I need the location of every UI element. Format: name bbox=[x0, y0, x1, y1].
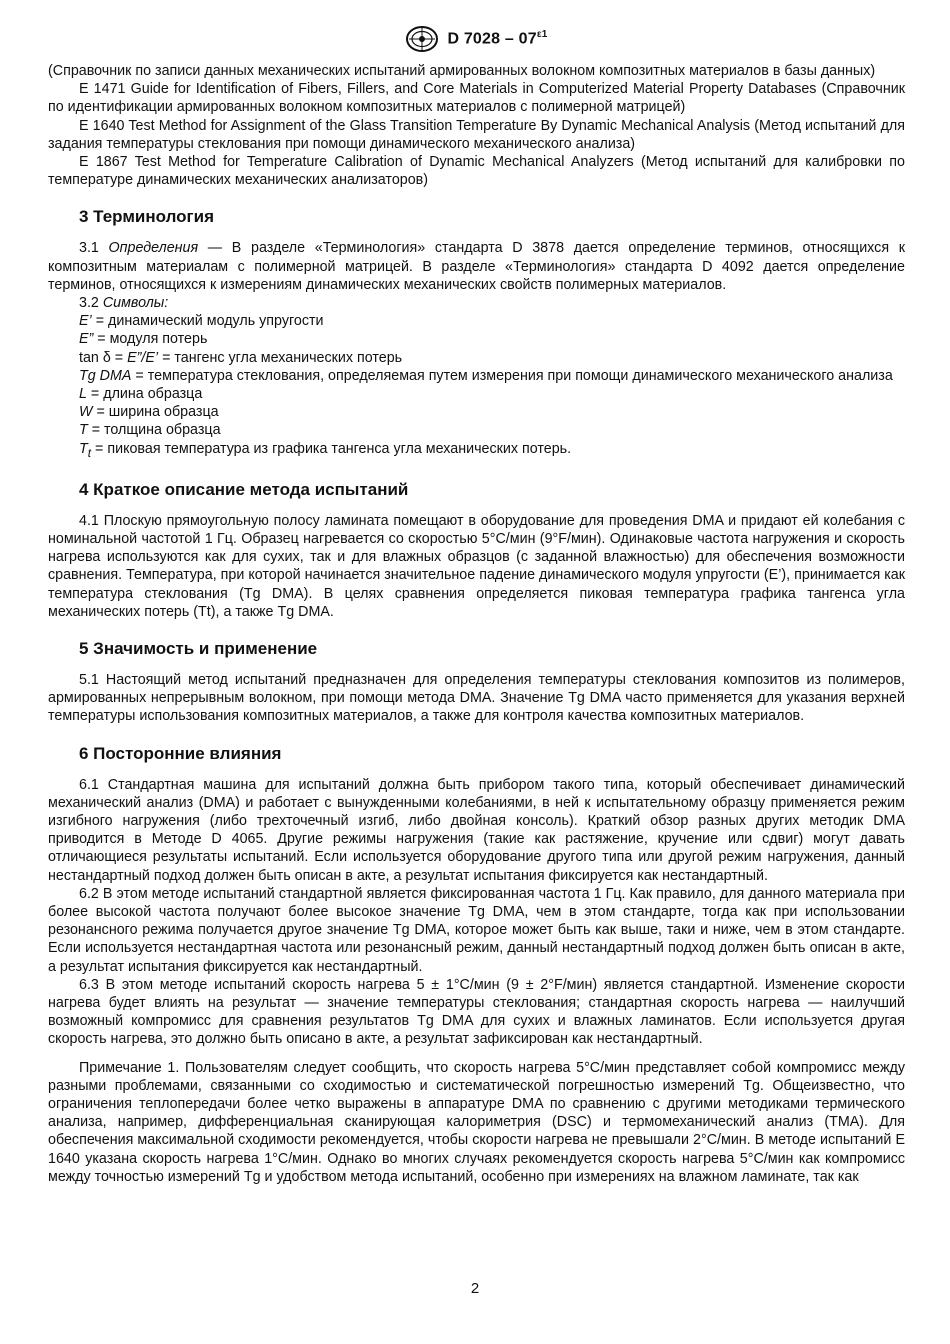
paragraph-6-3: 6.3 В этом методе испытаний скорость нагрева 5 ± 1°С/мин (9 ± 2°F/мин) является стандартной. Изменение скорости нагрева будет влиять на результат — значение температуры стеклования; стандартная скорость нагрева — наилучший возможный компромисс для сравнения результатов Tg DMA для сухих и влажных ламинатов. Если используется другая скорость нагрева, это должно быть описано в акте, а результат зафиксирован как нестандартный. bbox=[48, 976, 905, 1048]
paragraph-5-1: 5.1 Настоящий метод испытаний предназначен для определения температуры стеклования композитов из полимеров, армированных непрерывным волокном, при помощи метода DMA. Значение Tg DMA часто применяется для указания верхней температуры использования композитных материалов, а также для контроля качества композитных материалов. bbox=[48, 671, 905, 725]
reference-e1867: E 1867 Test Method for Temperature Calibration of Dynamic Mechanical Analyzers (Метод испытаний для калибровки по температуре динамических механических анализаторов) bbox=[48, 154, 905, 189]
symbol-tg-dma: Tg DMA = температура стеклования, определяемая путем измерения при помощи динамического механического анализа bbox=[79, 367, 893, 384]
symbol-width: W = ширина образца bbox=[79, 404, 219, 421]
astm-logo-icon bbox=[405, 25, 439, 53]
symbol-peak-temperature: $T_t$ = пиковая температура из графика тангенса угла механических потерь. bbox=[79, 440, 572, 460]
document-number-superscript: ε1 bbox=[536, 29, 548, 41]
paragraph-3-1: 3.1 Определения — В разделе «Терминология» стандарта D 3878 дается определение терминов, относящихся к композитным материалам с полимерной матрицей. В разделе «Терминология» стандарта D 4092 дается определение терминов, относящихся к измерениям динамических механических свойств полимерных материалов. bbox=[48, 240, 905, 293]
reference-e1471: E 1471 Guide for Identification of Fibers, Fillers, and Core Materials in Computerized Material Property Databases (Справочник по идентификации армированных волокном композитных материалов с полимерной матрицей) bbox=[48, 81, 905, 116]
symbol-e-double-prime: E” = модуля потерь bbox=[79, 331, 208, 348]
paragraph-4-1: 4.1 Плоскую прямоугольную полосу ламината помещают в оборудование для проведения DMA и придают ей колебания с номинальной частотой 1 Гц. Образец нагревается со скоростью 5°С/мин (9°F/мин). Одинаковые частота нагружения и скорость нагрева используются как для сухих, так и для влажных образцов (с заданной влажностью) для обеспечения возможности сравнения. Температура, при которой начинается значительное падение динамического модуля упругости (E’), принимается как температура стеклования (Tg DMA). В целях сравнения определяется пиковая температура графика тангенса угла механических потерь (Tt), а также Tg DMA. bbox=[48, 512, 905, 620]
section-4-heading: 4 Краткое описание метода испытаний bbox=[79, 479, 409, 499]
symbol-thickness: T = толщина образца bbox=[79, 422, 221, 439]
reference-continuation: (Справочник по записи данных механических испытаний армированных волокном композитных материалов в базы данных) bbox=[48, 63, 876, 79]
paragraph-6-1: 6.1 Стандартная машина для испытаний должна быть прибором такого типа, который обеспечивает динамический механический анализ (DMA) и работает с вынужденными колебаниями, в ней к испытательному образцу применяется режим изгибного нагружения (либо трехточечный изгиб, либо двойная консоль). Краткий обзор разных других методик DMA приводится в Методе D 4065. Другие режимы нагружения (такие как растяжение, кручение или сдвиг) могут давать отличающиеся результаты испытаний. Если используется оборудование другого типа или другой режим нагружения, данный нестандартный подход должен быть описан в акте, а результат испытания фиксируется как нестандартный. bbox=[48, 776, 905, 884]
section-5-heading: 5 Значимость и применение bbox=[79, 638, 318, 658]
page-number: 2 bbox=[470, 1280, 480, 1297]
symbol-tan-delta: tan δ = E”/E’ = тангенс угла механических потерь bbox=[79, 349, 403, 366]
page-header bbox=[48, 24, 905, 54]
note-1: Примечание 1. Пользователям следует сообщить, что скорость нагрева 5°С/мин представляет собой компромисс между разными проблемами, связанными со сходимостью и систематической погрешностью измерений Tg. Общеизвестно, что ограничения теплопередачи более четко выражены в аппаратуре DMA по сравнению с другими методиками термического анализа, например, дифференциальная сканирующая калориметрия (DSC) и термомеханический анализ (TMA). Для обеспечения максимальной сходимости рекомендуется, чтобы скорости нагрева не превышали 2°С/мин. В методе испытаний E 1640 указана скорость нагрева 1°С/мин. Однако во многих случаях рекомендуется скорость нагрева 5°С/мин как компромисс между точностью измерений Tg и удобством метода испытаний, особенно при измерениях на влажном ламинате, так как bbox=[48, 1059, 905, 1185]
symbol-e-prime: E’ = динамический модуль упругости bbox=[79, 313, 324, 330]
section-6-heading: 6 Посторонние влияния bbox=[79, 743, 282, 763]
section-3-heading: 3 Терминология bbox=[79, 207, 214, 227]
paragraph-3-2: 3.2 Символы: bbox=[79, 295, 169, 312]
document-number: D $7028 - 07^{\varepsilon 1}$ bbox=[447, 29, 548, 48]
symbol-length: L = длина образца bbox=[79, 386, 203, 403]
document-page bbox=[48, 24, 905, 1186]
reference-e1640: E 1640 Test Method for Assignment of the Glass Transition Temperature By Dynamic Mechanical Analysis (Метод испытаний для задания температуры стеклования при помощи динамического механического анализа) bbox=[48, 117, 905, 152]
paragraph-6-2: 6.2 В этом методе испытаний стандартной является фиксированная частота 1 Гц. Как правило, для данного материала при более высокой частота получают более высокое значение Tg DMA, чем в этом стандарте, тогда как при использовании резонансного режима получается другое значение Tg DMA, которое может быть как выше, таки и ниже, чем в этом стандарте. Если используется нестандартная частота или резонансный режим, данный нестандартный подход должен быть описан в акте, а результат испытания фиксируется как нестандартный. bbox=[48, 885, 905, 975]
